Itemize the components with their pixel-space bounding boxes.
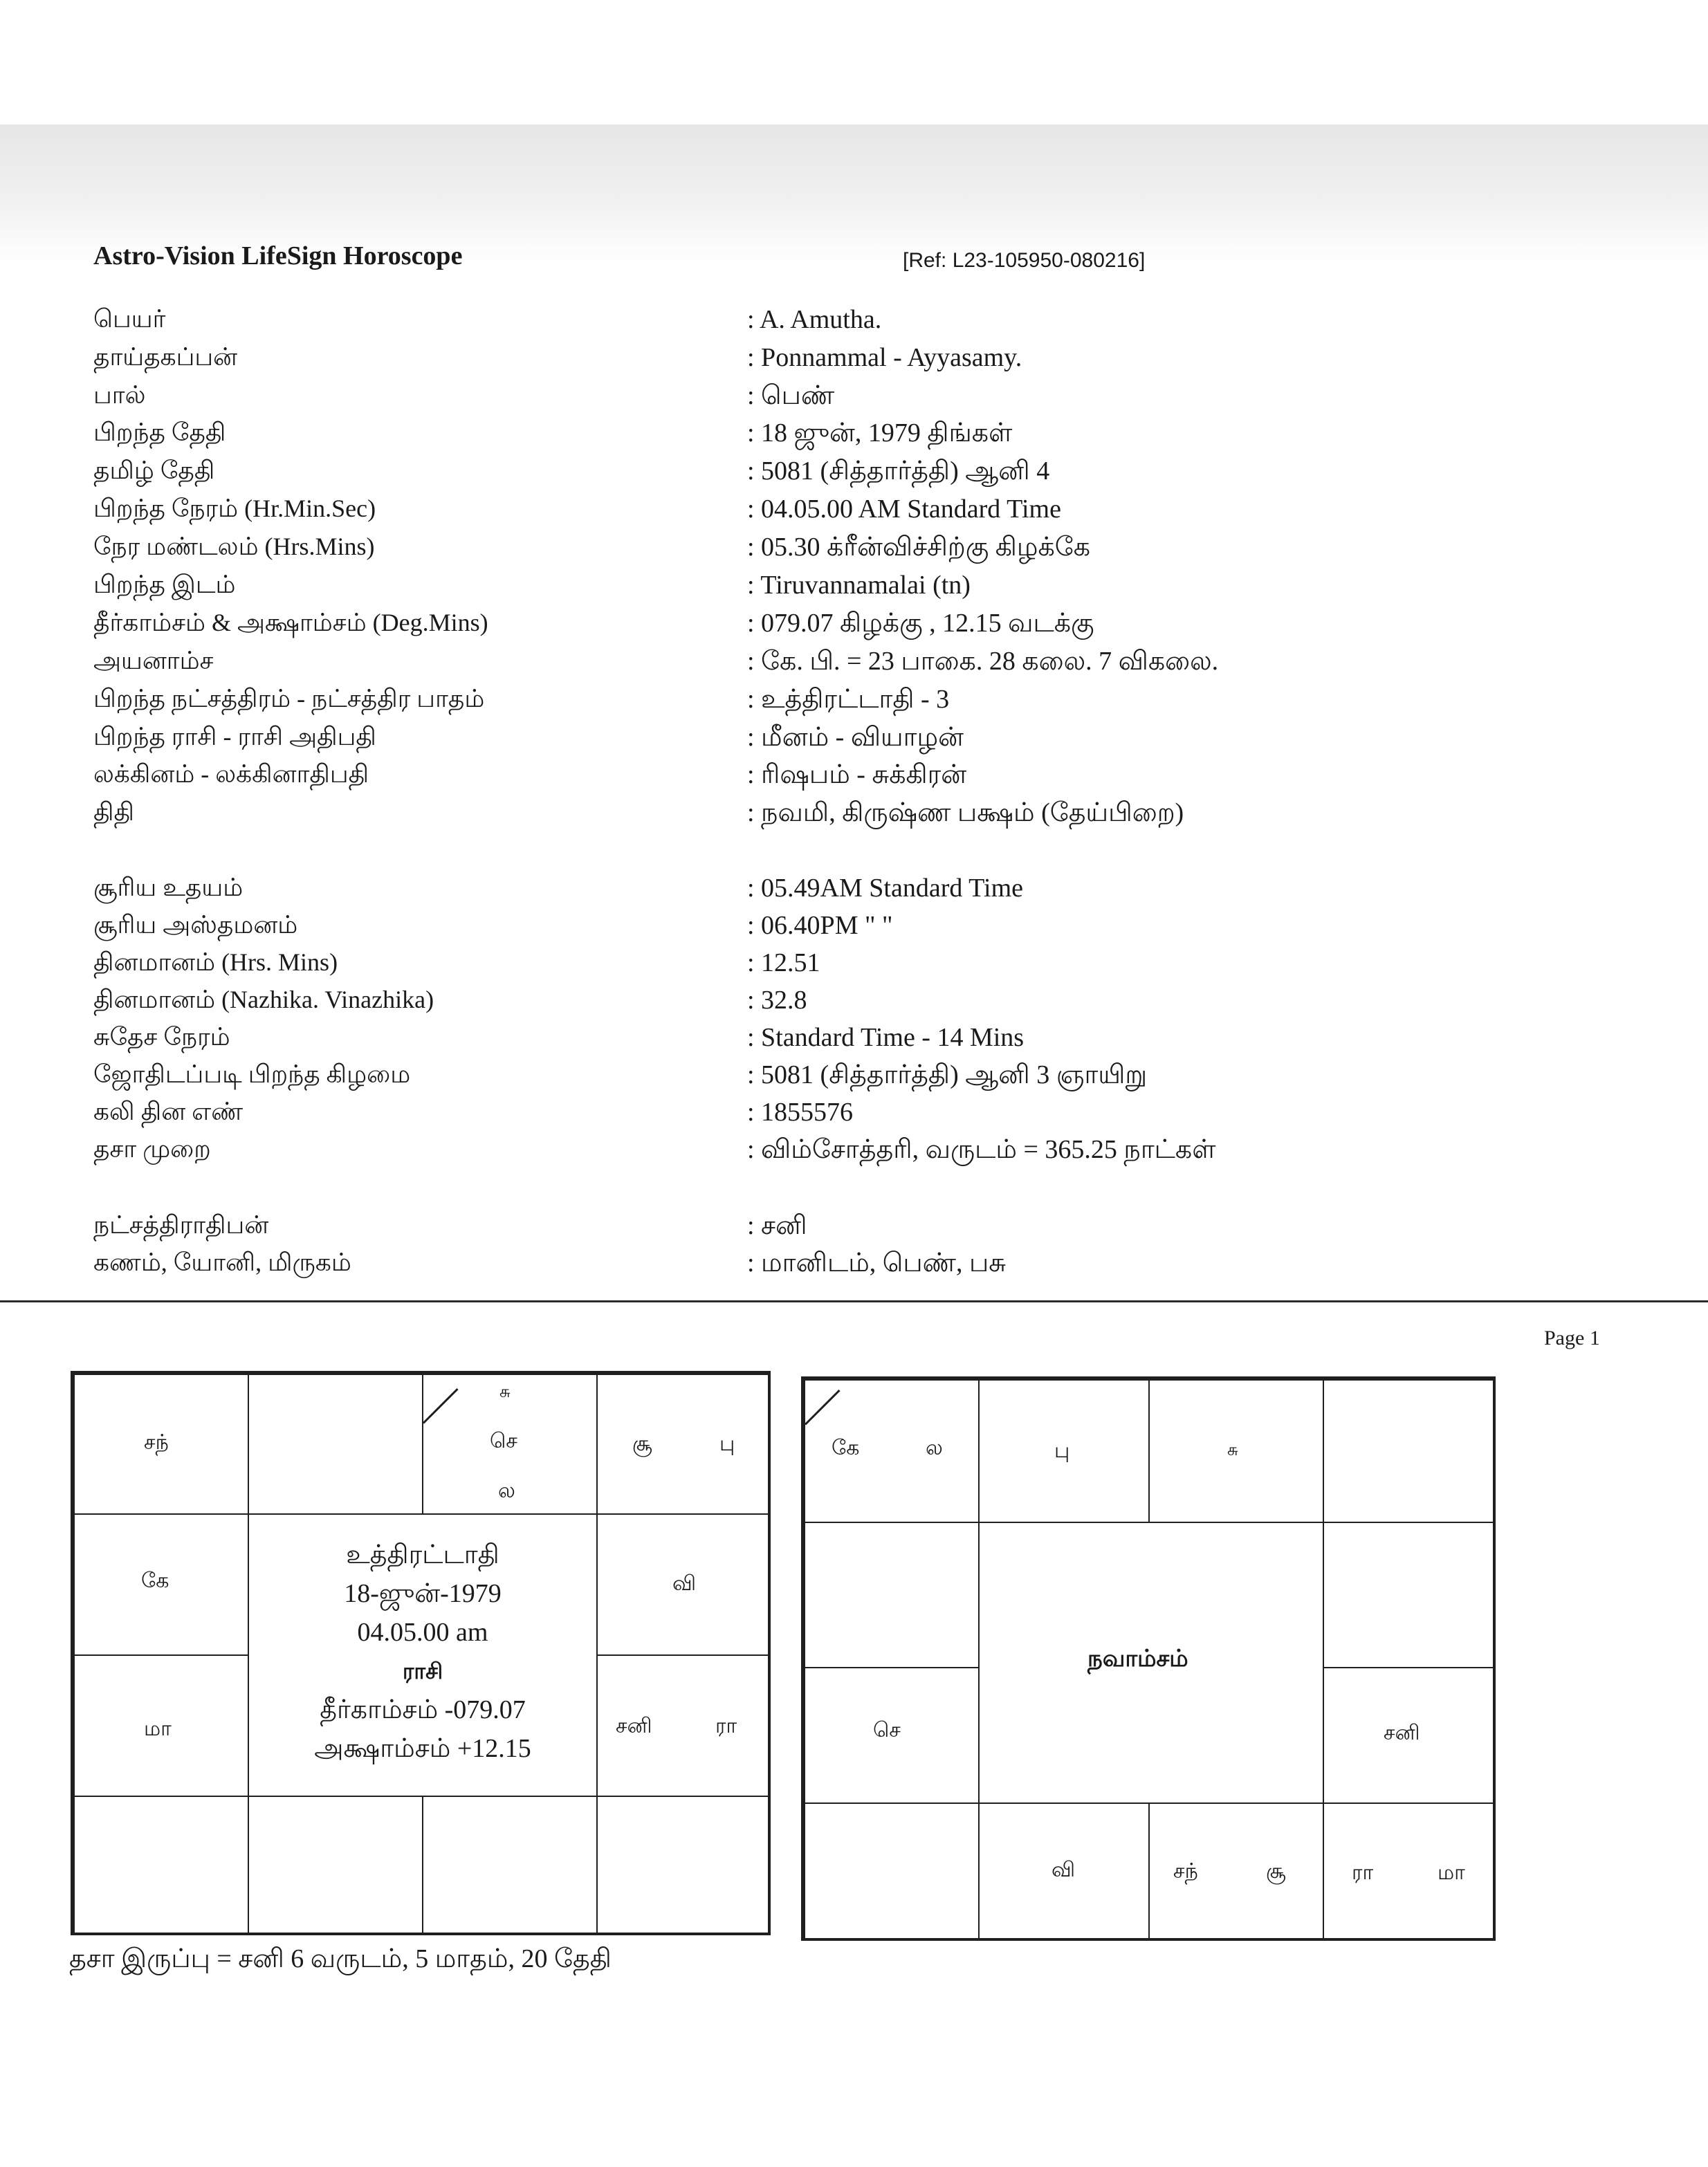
rasi-house-6 <box>596 1513 771 1656</box>
detail-value: : ரிஷபம் - சுக்கிரன் <box>747 760 967 789</box>
detail-row <box>0 1248 1708 1285</box>
detail-label: பிறந்த தேதி <box>93 418 226 446</box>
report-title: Astro-Vision LifeSign Horoscope <box>93 241 463 270</box>
detail-row <box>0 948 1708 985</box>
detail-value: : சனி <box>747 1211 807 1240</box>
planet-label: செ <box>873 1718 901 1742</box>
detail-row <box>0 342 1708 380</box>
detail-value: : 079.07 கிழக்கு , 12.15 வடக்கு <box>747 609 1094 638</box>
navamsa-chart <box>801 1376 1496 1941</box>
detail-label: தினமானம் (Nazhika. Vinazhika) <box>93 986 434 1013</box>
detail-value: : உத்திரட்டாதி - 3 <box>747 685 950 714</box>
detail-value: : நவமி, கிருஷ்ண பக்ஷம் (தேய்பிறை) <box>747 798 1184 827</box>
detail-label: கலி தின எண் <box>93 1098 243 1125</box>
navamsa-house-1 <box>804 1379 980 1523</box>
detail-row <box>0 494 1708 531</box>
navamsa-house-5 <box>804 1522 980 1668</box>
detail-label: கணம், யோனி, மிருகம் <box>93 1248 351 1276</box>
detail-label: தாய்தகப்பன் <box>93 343 238 371</box>
page-number: Page 1 <box>1544 1327 1600 1349</box>
detail-value: : மீனம் - வியாழன் <box>747 723 964 752</box>
latitude: அக்ஷாம்சம் +12.15 <box>314 1734 531 1763</box>
rasi-center-panel <box>248 1513 598 1797</box>
detail-label: நேர மண்டலம் (Hrs.Mins) <box>93 533 375 560</box>
chart-name: ராசி <box>402 1658 443 1684</box>
detail-label: சுதேச நேரம் <box>93 1023 230 1051</box>
detail-value: : 18 ஜுன், 1979 திங்கள் <box>747 418 1013 448</box>
planet-label: மா <box>144 1717 172 1741</box>
detail-row <box>0 759 1708 797</box>
detail-value: : Standard Time - 14 Mins <box>747 1023 1025 1052</box>
detail-value: : 12.51 <box>747 948 820 977</box>
planet-label: சு <box>499 1382 511 1401</box>
detail-label: நட்சத்திராதிபன் <box>93 1211 269 1239</box>
detail-label: பெயர் <box>93 305 166 333</box>
detail-value: : Tiruvannamalai (tn) <box>747 571 971 600</box>
detail-row <box>0 418 1708 455</box>
detail-row <box>0 873 1708 910</box>
rasi-house-7 <box>73 1654 249 1797</box>
planet-label: வி <box>1052 1858 1076 1882</box>
navamsa-house-9 <box>804 1802 980 1941</box>
detail-label: தமிழ் தேதி <box>93 457 215 484</box>
planet-label: மா <box>1438 1861 1465 1885</box>
detail-label: பிறந்த ராசி - ராசி அதிபதி <box>93 723 376 750</box>
planet-label: சனி <box>616 1714 652 1738</box>
planet-label: சனி <box>1384 1721 1420 1745</box>
detail-value: : விம்சோத்தரி, வருடம் = 365.25 நாட்கள் <box>747 1135 1216 1164</box>
page-fold-line <box>0 1300 1708 1302</box>
detail-row <box>0 304 1708 342</box>
planet-label: கே <box>832 1436 860 1460</box>
navamsa-house-3 <box>1148 1379 1324 1523</box>
detail-row <box>0 570 1708 607</box>
rasi-house-10 <box>248 1796 423 1935</box>
birth-star: உத்திரட்டாதி <box>346 1540 499 1569</box>
detail-label: லக்கினம் - லக்கினாதிபதி <box>93 760 369 788</box>
detail-value: : கே. பி. = 23 பாகை. 28 கலை. 7 விகலை. <box>747 647 1219 676</box>
detail-label: பிறந்த இடம் <box>93 571 236 598</box>
detail-row <box>0 985 1708 1022</box>
detail-row <box>0 684 1708 721</box>
detail-row <box>0 797 1708 835</box>
detail-label: பால் <box>93 381 146 409</box>
detail-value: : 06.40PM " " <box>747 911 893 940</box>
planet-label: சந் <box>1173 1859 1198 1883</box>
birth-date: 18-ஜுன்-1979 <box>344 1579 502 1608</box>
detail-row <box>0 1022 1708 1060</box>
rasi-house-11 <box>422 1796 598 1935</box>
planet-label: சூ <box>632 1432 652 1456</box>
detail-row <box>0 1060 1708 1097</box>
planet-label: சூ <box>1266 1859 1286 1883</box>
navamsa-house-7 <box>804 1667 980 1804</box>
detail-label: திதி <box>93 798 134 826</box>
longitude: தீர்காம்சம் -079.07 <box>320 1695 526 1724</box>
rasi-house-5 <box>73 1513 249 1656</box>
detail-value: : 32.8 <box>747 986 807 1015</box>
detail-row <box>0 722 1708 759</box>
planet-label: வி <box>672 1571 697 1596</box>
detail-value: : 05.30 க்ரீன்விச்சிற்கு கிழக்கே <box>747 533 1091 562</box>
detail-value: : பெண் <box>747 381 835 410</box>
detail-row <box>0 1210 1708 1248</box>
detail-label: தீர்காம்சம் & அக்ஷாம்சம் (Deg.Mins) <box>93 609 488 636</box>
planet-label: ரா <box>715 1714 737 1738</box>
detail-value: : 05.49AM Standard Time <box>747 874 1024 903</box>
detail-value: : A. Amutha. <box>747 305 882 334</box>
detail-label: அயனாம்ச <box>93 647 214 674</box>
detail-label: சூரிய அஸ்தமனம் <box>93 911 298 939</box>
detail-label: பிறந்த நட்சத்திரம் - நட்சத்திர பாதம் <box>93 685 485 712</box>
detail-value: : மானிடம், பெண், பசு <box>747 1248 1007 1278</box>
dasa-balance: தசா இருப்பு = சனி 6 வருடம், 5 மாதம், 20 தேதி <box>69 1944 612 1973</box>
detail-label: ஜோதிடப்படி பிறந்த கிழமை <box>93 1060 411 1088</box>
detail-value: : 04.05.00 AM Standard Time <box>747 495 1061 524</box>
rasi-house-12 <box>596 1796 771 1935</box>
detail-label: பிறந்த நேரம் (Hr.Min.Sec) <box>93 495 376 522</box>
detail-row <box>0 910 1708 948</box>
planet-label: சந் <box>144 1430 169 1455</box>
navamsa-house-8 <box>1323 1667 1496 1804</box>
rasi-house-9 <box>73 1796 249 1935</box>
detail-value: : 5081 (சித்தார்த்தி) ஆனி 4 <box>747 457 1050 486</box>
planet-label: செ <box>490 1429 517 1453</box>
reference-number: [Ref: L23-105950-080216] <box>903 249 1146 272</box>
navamsa-house-2 <box>978 1379 1150 1523</box>
navamsa-house-12 <box>1323 1802 1496 1941</box>
planet-label: ரா <box>1352 1861 1374 1885</box>
detail-row <box>0 646 1708 683</box>
detail-row <box>0 608 1708 645</box>
detail-label: சூரிய உதயம் <box>93 874 244 901</box>
rasi-house-1 <box>73 1374 249 1515</box>
navamsa-house-11 <box>1148 1802 1324 1941</box>
navamsa-house-10 <box>978 1802 1150 1941</box>
birth-time: 04.05.00 am <box>357 1618 488 1647</box>
rasi-house-3 <box>422 1374 598 1515</box>
rasi-house-2 <box>248 1374 423 1515</box>
planet-label: ல <box>926 1436 943 1460</box>
detail-value: : 1855576 <box>747 1098 854 1127</box>
navamsa-house-6 <box>1323 1522 1496 1668</box>
detail-label: தசா முறை <box>93 1135 211 1163</box>
planet-label: கே <box>141 1569 169 1593</box>
lagna-marker <box>805 1390 841 1426</box>
rasi-house-4 <box>596 1374 771 1515</box>
planet-label: பு <box>1054 1439 1070 1463</box>
detail-value: : 5081 (சித்தார்த்தி) ஆனி 3 ஞாயிறு <box>747 1060 1148 1089</box>
detail-row <box>0 532 1708 569</box>
planet-label: ல <box>498 1479 515 1503</box>
detail-row <box>0 1097 1708 1134</box>
detail-row <box>0 456 1708 493</box>
detail-value: : Ponnammal - Ayyasamy. <box>747 343 1022 372</box>
navamsa-center-panel <box>978 1522 1324 1804</box>
rasi-chart <box>71 1371 771 1935</box>
detail-row <box>0 1134 1708 1172</box>
lagna-marker <box>423 1388 459 1424</box>
detail-label: தினமானம் (Hrs. Mins) <box>93 948 338 976</box>
detail-row <box>0 380 1708 418</box>
planet-label: சு <box>1227 1440 1238 1459</box>
planet-label: பு <box>719 1432 735 1456</box>
navamsa-house-4 <box>1323 1379 1496 1523</box>
rasi-house-8 <box>596 1654 771 1797</box>
chart-name: நவாம்சம் <box>1087 1645 1188 1672</box>
